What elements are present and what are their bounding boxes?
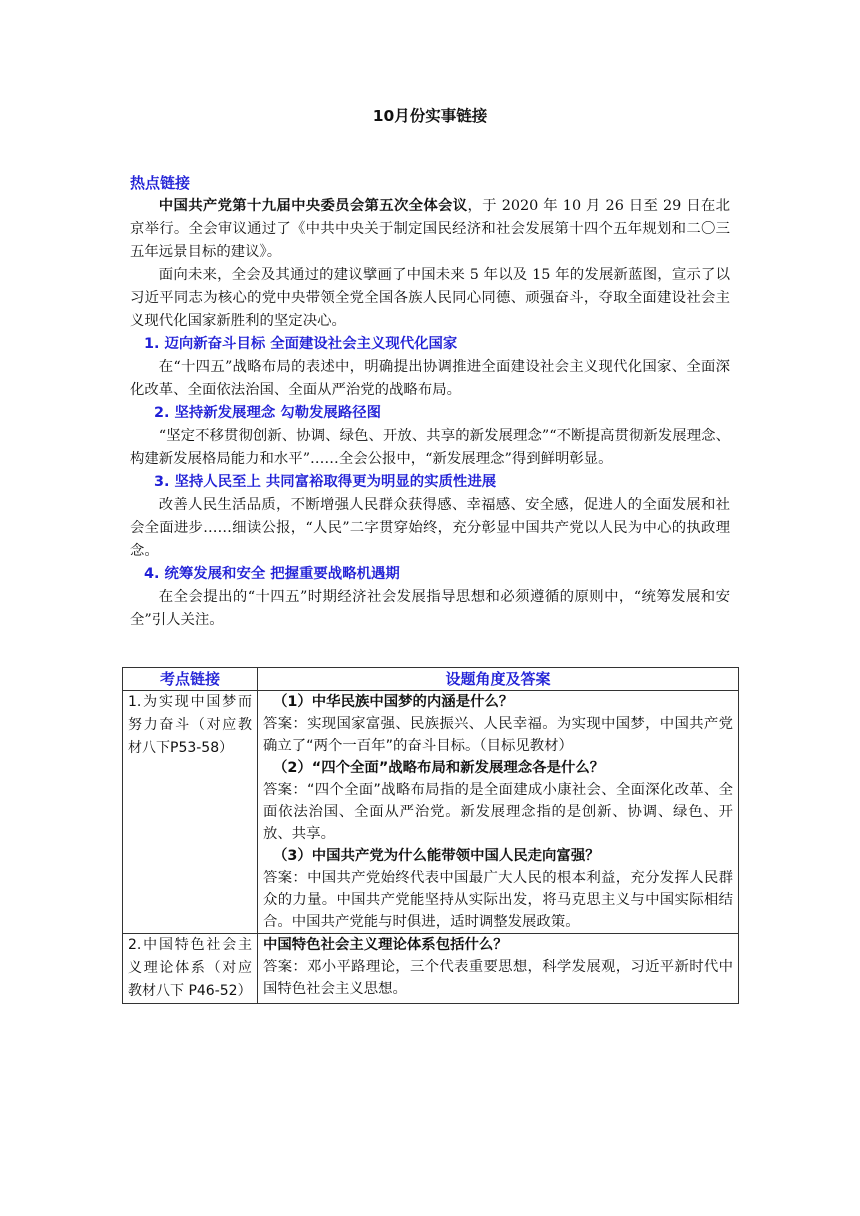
section-text: 在全会提出的“十四五”时期经济社会发展指导思想和必须遵循的原则中，“统筹发展和安全”引人关注。 — [130, 589, 730, 628]
intro-paragraph — [130, 195, 730, 264]
table-header: 设题角度及答案 — [258, 668, 739, 691]
section-heading: 2. 坚持新发展理念 勾勒发展路径图 — [154, 405, 381, 421]
question: （2）“四个全面”战略布局和新发展理念各是什么？ — [273, 760, 605, 776]
question: （1）中华民族中国梦的内涵是什么？ — [273, 694, 514, 710]
table-row — [123, 934, 739, 1004]
intro-lead: 中国共产党第十九届中央委员会第五次全体会议 — [158, 198, 468, 214]
section-heading: 4. 统筹发展和安全 把握重要战略机遇期 — [144, 566, 400, 582]
qa-cell — [258, 934, 739, 1004]
exam-points-table — [122, 667, 739, 1004]
intro-rest: ，于 2020 年 10 月 26 日至 29 日在北京举行。全会审议通过了《中共中央关于制定国民经济和社会发展第十四个五年规划和二〇三五年远景目标的建议》。 — [130, 198, 730, 260]
question: 中国特色社会主义理论体系包括什么？ — [263, 937, 508, 953]
hot-label: 热点链接 — [130, 174, 191, 192]
table-header: 考点链接 — [123, 668, 258, 691]
outlook-paragraph: 面向未来，全会及其通过的建议擘画了中国未来 5 年以及 15 年的发展新蓝图，宣示了以习近平同志为核心的党中央带领全党全国各族人民同心同德、顽强奋斗，夺取全面建设社会主义现代化国家新胜利的坚定决心。 — [130, 267, 730, 329]
topic-cell: 1.为实现中国梦而努力奋斗（对应教材八下P53-58） — [123, 691, 258, 934]
answer: 答案：邓小平路理论，三个代表重要思想，科学发展观，习近平新时代中国特色社会主义思想。 — [263, 959, 733, 997]
table-row — [123, 691, 739, 934]
question: （3）中国共产党为什么能带领中国人民走向富强？ — [273, 848, 600, 864]
topic-cell: 2.中国特色社会主义理论体系（对应教材八下 P46-52） — [123, 934, 258, 1004]
answer: 答案：实现国家富强、民族振兴、人民幸福。为实现中国梦，中国共产党确立了“两个一百年”的奋斗目标。（目标见教材） — [263, 716, 733, 754]
section-heading: 3. 坚持人民至上 共同富裕取得更为明显的实质性进展 — [154, 474, 497, 490]
section-text: 在“十四五”战略布局的表述中，明确提出协调推进全面建设社会主义现代化国家、全面深化改革、全面依法治国、全面从严治党的战略布局。 — [130, 359, 730, 398]
answer: 答案：中国共产党始终代表中国最广大人民的根本利益，充分发挥人民群众的力量。中国共产党能坚持从实际出发，将马克思主义与中国实际相结合。中国共产党能与时俱进，适时调整发展政策。 — [263, 870, 733, 930]
section-heading: 1. 迈向新奋斗目标 全面建设社会主义现代化国家 — [144, 336, 458, 352]
section-text: 改善人民生活品质，不断增强人民群众获得感、幸福感、安全感，促进人的全面发展和社会全面进步……细读公报，“人民”二字贯穿始终，充分彰显中国共产党以人民为中心的执政理念。 — [130, 497, 730, 559]
answer: 答案：“四个全面”战略布局指的是全面建成小康社会、全面深化改革、全面依法治国、全面从严治党。新发展理念指的是创新、协调、绿色、开放、共享。 — [263, 782, 733, 842]
table-header-row — [123, 668, 739, 691]
section-text: “坚定不移贯彻创新、协调、绿色、开放、共享的新发展理念”“不断提高贯彻新发展理念、构建新发展格局能力和水平”……全会公报中，“新发展理念”得到鲜明彰显。 — [130, 428, 730, 467]
qa-cell — [258, 691, 739, 934]
hot-section — [130, 172, 730, 632]
page-title: 10月份实事链接 — [372, 107, 488, 125]
